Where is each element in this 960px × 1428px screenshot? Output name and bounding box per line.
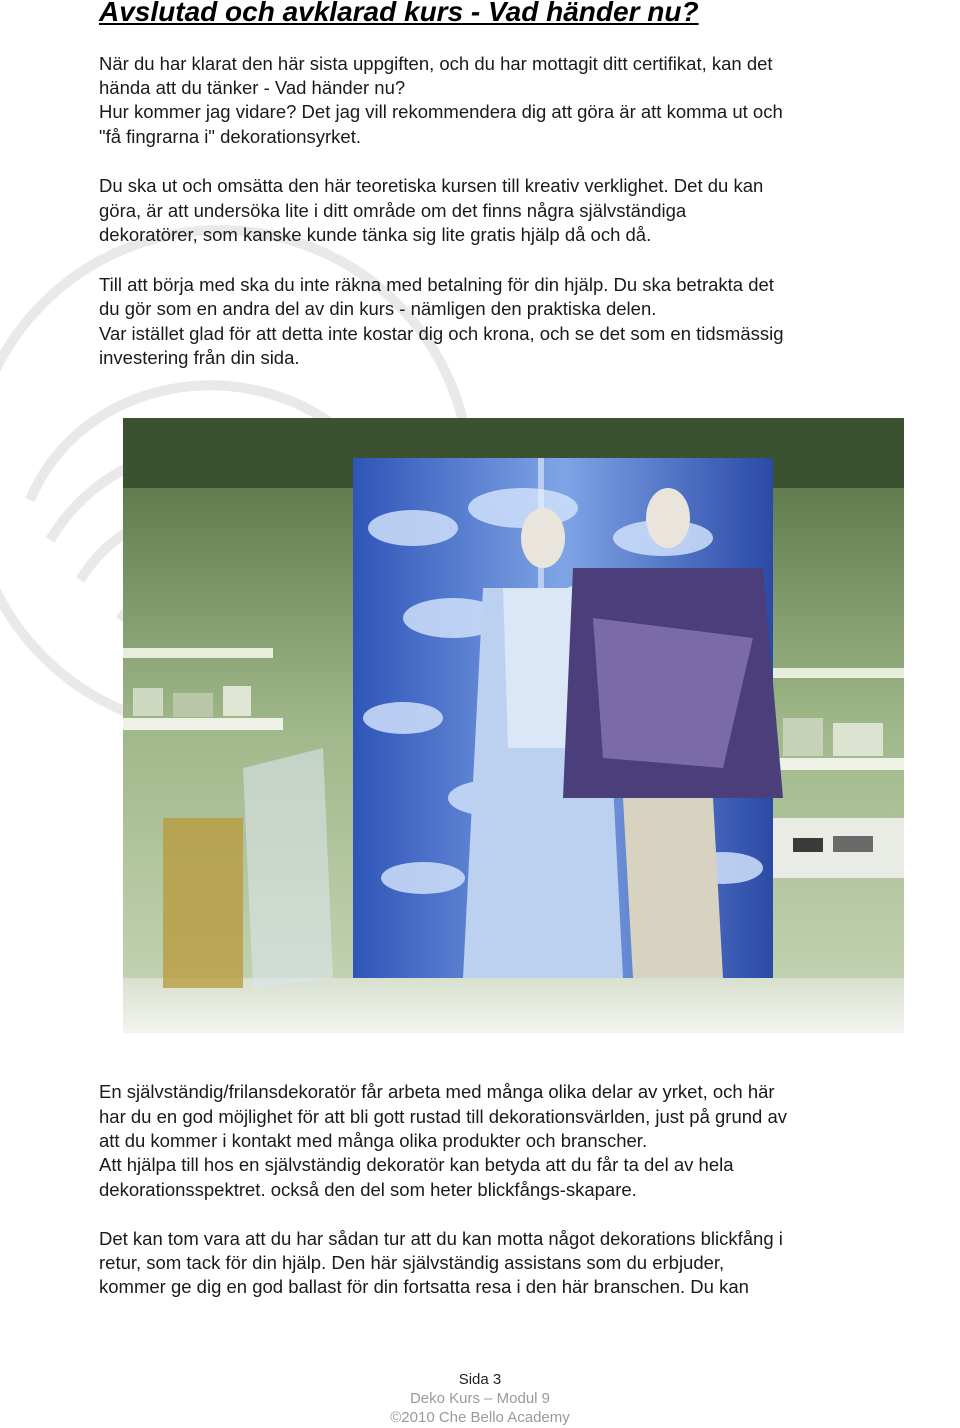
paragraph-line: dekorationsspektret. också den del som heter blickfångs-skapare.	[99, 1179, 637, 1200]
paragraph-line: Hur kommer jag vidare? Det jag vill rekommendera dig att göra är att komma ut och	[99, 101, 783, 122]
paragraph-line: Var istället glad för att detta inte kostar dig och krona, och se det som en tidsmässig	[99, 323, 784, 344]
paragraph-line: Att hjälpa till hos en självständig dekoratör kan betyda att du får ta del av hela	[99, 1154, 734, 1175]
paragraph-line: "få fingrarna i" dekorationsyrket.	[99, 126, 361, 147]
paragraph-line: dekoratörer, som kanske kunde tänka sig lite gratis hjälp då och då.	[99, 224, 652, 245]
paragraph-line: retur, som tack för din hjälp. Den här självständig assistans som du erbjuder,	[99, 1252, 725, 1273]
paragraph-line: du gör som en andra del av din kurs - nämligen den praktiska delen.	[99, 298, 657, 319]
paragraph-line: När du har klarat den här sista uppgiften, och du har mottagit ditt certifikat, kan det	[99, 53, 773, 74]
paragraph-line: Det kan tom vara att du har sådan tur att du kan motta något dekorations blickfång i	[99, 1228, 783, 1249]
paragraph-line: kommer ge dig en god ballast för din fortsatta resa i den här branschen. Du kan	[99, 1276, 749, 1297]
course-name: Deko Kurs – Modul 9	[409, 1390, 551, 1407]
paragraph-line: hända att du tänker - Vad händer nu?	[99, 77, 406, 98]
page-title: Avslutad och avklarad kurs - Vad händer nu?	[99, 0, 699, 27]
paragraph-line: att du kommer i kontakt med många olika produkter och branscher.	[99, 1130, 648, 1151]
paragraph-line: investering från din sida.	[99, 347, 300, 368]
shop-window-photo	[123, 418, 904, 1033]
paragraph-line: Du ska ut och omsätta den här teoretiska kursen till kreativ verklighet. Det du kan	[99, 175, 764, 196]
paragraph-line: har du en god möjlighet för att bli gott rustad till dekorationsvärlden, just på grund av	[99, 1106, 787, 1127]
page-number: Sida 3	[458, 1371, 502, 1388]
paragraph-line: En självständig/frilansdekoratör får arbeta med många olika delar av yrket, och här	[99, 1081, 775, 1102]
paragraph-line: göra, är att undersöka lite i ditt område om det finns några självständiga	[99, 200, 687, 221]
paragraph-line: Till att börja med ska du inte räkna med betalning för din hjälp. Du ska betrakta det	[99, 274, 774, 295]
copyright: ©2010 Che Bello Academy	[390, 1409, 570, 1426]
